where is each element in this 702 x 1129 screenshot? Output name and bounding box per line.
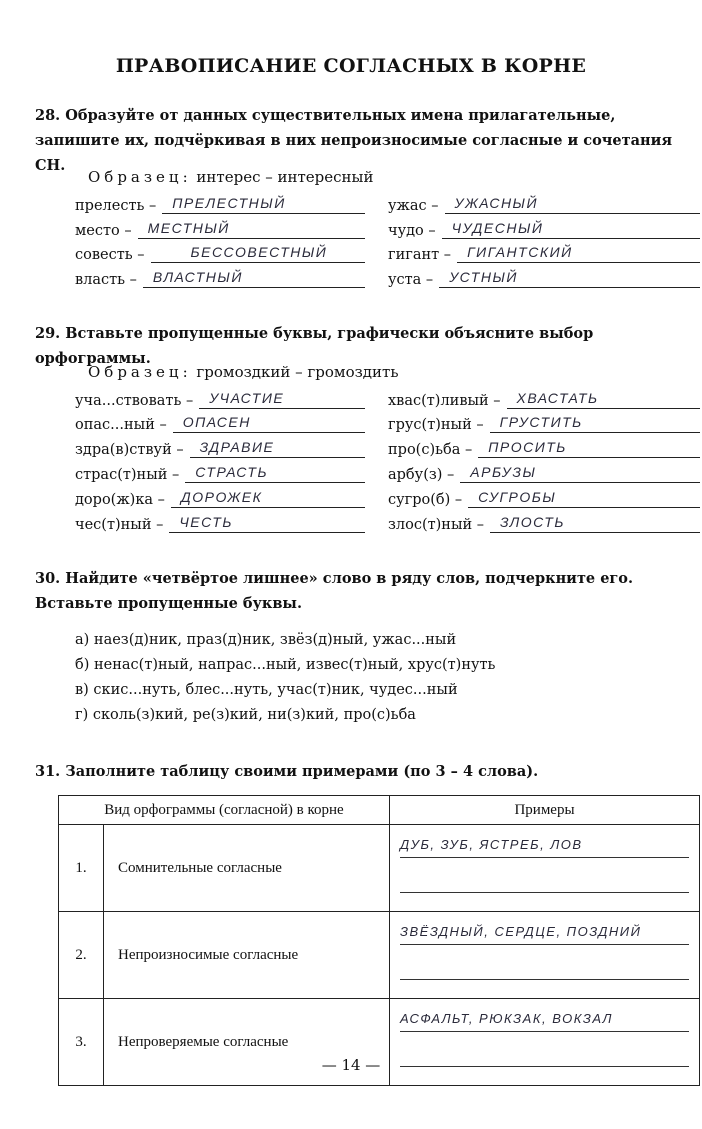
- row-type: Непроверяемые согласные: [104, 999, 390, 1086]
- examples-text[interactable]: ЗВЁЗДНЫЙ, СЕРДЦЕ, ПОЗДНИЙ: [400, 920, 689, 945]
- answer-field[interactable]: СУГРОБЫ: [468, 487, 700, 508]
- answer-field[interactable]: ПРОСИТЬ: [478, 437, 700, 458]
- word: хвас(т)ливый –: [388, 393, 501, 409]
- word: власть –: [75, 272, 137, 288]
- word: доро(ж)ка –: [75, 492, 165, 508]
- task-28-row: [75, 217, 365, 239]
- word: злос(т)ный –: [388, 517, 485, 533]
- task-30-heading: 30. Найдите «четвёртое лишнее» слово в ряду слов, подчеркните его. Вставьте пропущенные буквы.: [35, 570, 634, 612]
- task-29-row: [75, 511, 365, 533]
- answer-field[interactable]: ПРЕЛЕСТНЫЙ: [162, 193, 365, 214]
- answer-field[interactable]: ЗЛОСТЬ: [490, 512, 700, 533]
- word: чес(т)ный –: [75, 517, 164, 533]
- row-type: Сомнительные согласные: [104, 825, 390, 912]
- task-31-heading: 31. Заполните таблицу своими примерами (по 3 – 4 слова).: [35, 763, 539, 780]
- task-29-row: [75, 461, 365, 483]
- task-28-row: [75, 241, 365, 263]
- task-29-row: [388, 461, 700, 483]
- task-29-row: [388, 486, 700, 508]
- row-type: Непроизносимые согласные: [104, 912, 390, 999]
- table-header: [59, 796, 700, 825]
- answer-field[interactable]: УЖАСНЫЙ: [445, 193, 701, 214]
- examples-text[interactable]: ДУБ, ЗУБ, ЯСТРЕБ, ЛОВ: [400, 833, 689, 858]
- answer-field[interactable]: УСТНЫЙ: [439, 267, 700, 288]
- column-header-type: Вид орфограммы (согласной) в корне: [59, 796, 390, 825]
- answer-field[interactable]: ХВАСТАТЬ: [507, 388, 700, 409]
- table-row: [59, 825, 700, 912]
- examples-cell[interactable]: [390, 825, 700, 912]
- answer-field[interactable]: СТРАСТЬ: [185, 462, 365, 483]
- answer-field[interactable]: ДОРОЖЕК: [171, 487, 365, 508]
- answer-field[interactable]: ВЛАСТНЫЙ: [143, 267, 365, 288]
- answer-field[interactable]: АРБУЗЫ: [460, 462, 700, 483]
- word: совесть –: [75, 247, 145, 263]
- task-29-sample: [88, 363, 399, 381]
- word: чудо –: [388, 223, 436, 239]
- task-28-heading: 28. Образуйте от данных существительных имена прилагательные, запишите их, подчёркивая в них непроизносимые согласные и сочетания СН.: [35, 107, 673, 174]
- examples-cell[interactable]: [390, 912, 700, 999]
- task-28-row: [388, 266, 700, 288]
- answer-field[interactable]: ОПАСЕН: [173, 412, 365, 433]
- empty-line[interactable]: [400, 868, 689, 893]
- row-number: 2.: [59, 912, 104, 999]
- word: арбу(з) –: [388, 467, 455, 483]
- word: про(с)ьба –: [388, 442, 473, 458]
- row-number: 1.: [59, 825, 104, 912]
- word: прелесть –: [75, 198, 157, 214]
- task-29-row: [388, 411, 700, 433]
- task-29-row: [75, 411, 365, 433]
- task-30-item: а) наез(д)ник, праз(д)ник, звёз(д)ный, ужас...ный: [75, 632, 457, 648]
- examples-table: [58, 795, 700, 1086]
- word: уста –: [388, 272, 434, 288]
- answer-field[interactable]: ЗДРАВИЕ: [190, 437, 365, 458]
- task-28-row: [75, 192, 365, 214]
- answer-field[interactable]: МЕСТНЫЙ: [138, 218, 365, 239]
- table-row: [59, 912, 700, 999]
- word: страс(т)ный –: [75, 467, 180, 483]
- sample-text: интерес – интересный: [196, 168, 374, 186]
- page-title: ПРАВОПИСАНИЕ СОГЛАСНЫХ В КОРНЕ: [115, 55, 587, 77]
- empty-line[interactable]: [400, 955, 689, 980]
- word: сугро(б) –: [388, 492, 463, 508]
- task-28-row: [75, 266, 365, 288]
- word: уча...ствовать –: [75, 393, 194, 409]
- row-number: 3.: [59, 999, 104, 1086]
- sample-label: Образец:: [88, 168, 192, 186]
- task-29-row: [75, 387, 365, 409]
- task-29-heading: 29. Вставьте пропущенные буквы, графически объясните выбор орфограммы.: [35, 325, 594, 367]
- task-29-row: [388, 436, 700, 458]
- task-30-item: б) ненас(т)ный, напрас...ный, извес(т)ный, хрус(т)нуть: [75, 657, 496, 673]
- examples-text[interactable]: АСФАЛЬТ, РЮКЗАК, ВОКЗАЛ: [400, 1007, 689, 1032]
- column-header-examples: Примеры: [390, 796, 700, 825]
- answer-field[interactable]: БЕССОВЕСТНЫЙ: [151, 242, 366, 263]
- word: место –: [75, 223, 132, 239]
- task-28-row: [388, 241, 700, 263]
- answer-field[interactable]: ГРУСТИТЬ: [490, 412, 700, 433]
- answer-field[interactable]: ЧЕСТЬ: [169, 512, 365, 533]
- sample-text: громоздкий – громоздить: [196, 363, 399, 381]
- task-30-item: г) сколь(з)кий, ре(з)кий, ни(з)кий, про(с)ьба: [75, 707, 416, 723]
- task-29-row: [388, 387, 700, 409]
- answer-field[interactable]: ЧУДЕСНЫЙ: [442, 218, 700, 239]
- answer-field[interactable]: ГИГАНТСКИЙ: [457, 242, 700, 263]
- answer-field[interactable]: УЧАСТИЕ: [199, 388, 365, 409]
- word: здра(в)ствуй –: [75, 442, 184, 458]
- task-29-row: [75, 436, 365, 458]
- sample-label: Образец:: [88, 363, 192, 381]
- word: грус(т)ный –: [388, 417, 484, 433]
- page-number: — 14 —: [321, 1056, 381, 1074]
- task-28-row: [388, 217, 700, 239]
- task-29-row: [388, 511, 700, 533]
- task-28-sample: [88, 168, 374, 186]
- word: гигант –: [388, 247, 452, 263]
- task-30-item: в) скис...нуть, блес...нуть, учас(т)ник, чудес...ный: [75, 682, 458, 698]
- task-29-row: [75, 486, 365, 508]
- task-28-row: [388, 192, 700, 214]
- word: опас...ный –: [75, 417, 167, 433]
- word: ужас –: [388, 198, 439, 214]
